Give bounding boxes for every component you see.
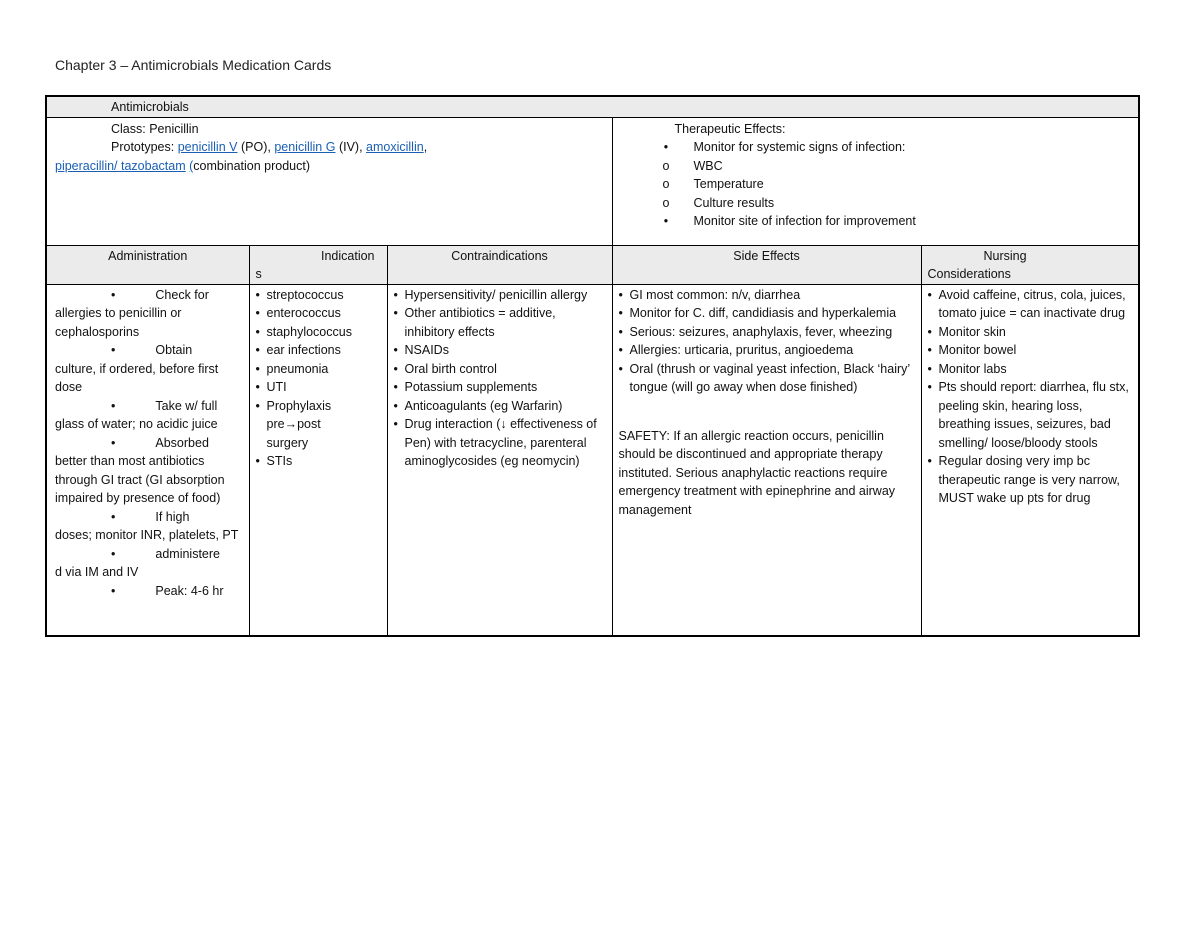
therapeutic-text: WBC [693, 158, 723, 173]
list-item: • Regular dosing very imp bc therapeutic range is very narrow, MUST wake up pts for drug [928, 452, 1133, 508]
admin-item: • administere d via IM and IV [55, 546, 221, 579]
link-piperacillin-tazobactam[interactable]: piperacillin/ tazobactam [55, 158, 186, 173]
contraindications-cell [387, 284, 612, 636]
therapeutic-item [639, 212, 1133, 231]
list-item: • Other antibiotics = additive, inhibitory effects [394, 304, 606, 341]
class-prototypes-cell [46, 117, 612, 245]
page-title: Chapter 3 – Antimicrobials Medication Cards [55, 57, 332, 73]
list-item: • Serious: seizures, anaphylaxis, fever, wheezing [619, 323, 915, 342]
list-item: • Drug interaction (↓ effectiveness of Pen) with tetracycline, parenteral aminoglycosides (eg neomycin) [394, 415, 606, 471]
contraindications-list [394, 286, 606, 471]
list-item: • Monitor skin [928, 323, 1133, 342]
therapeutic-title: Therapeutic Effects: [674, 121, 786, 136]
admin-item: • Obtain culture, if ordered, before first dose [55, 343, 219, 394]
col-header-side-effects: Side Effects [612, 245, 921, 284]
admin-item: • Take w/ full glass of water; no acidic juice [55, 398, 218, 431]
bullet-marker: • [663, 214, 669, 228]
prototypes-line-2 [55, 157, 606, 176]
combination-note: combination product) [193, 158, 311, 173]
therapeutic-effects-cell [612, 117, 1139, 245]
list-item: • ear infections [256, 341, 381, 360]
link-penicillin-v[interactable]: penicillin V [177, 140, 238, 154]
bullet-marker: • [663, 140, 669, 154]
prototypes-label: Prototypes: [111, 140, 175, 154]
list-item: • GI most common: n/v, diarrhea [619, 286, 915, 305]
col-header-indications [249, 245, 387, 284]
route-iv: (IV), [338, 140, 363, 154]
route-po: (PO), [240, 140, 271, 154]
nursing-list [928, 286, 1133, 508]
list-item: • Pts should report: diarrhea, flu stx, peeling skin, hearing loss, breathing issues, seizures, bad smelling/ loose/bloody stools [928, 378, 1133, 452]
list-item: • Allergies: urticaria, pruritus, angioedema [619, 341, 915, 360]
safety-note: SAFETY: If an allergic reaction occurs, penicillin should be discontinued and appropriate therapy instituted. Serious anaphylactic reactions require emergency treatment with epinephrine and airway management [618, 428, 896, 517]
indications-header-line2: s [255, 267, 262, 281]
nursing-header-line2: Considerations [927, 267, 1011, 281]
list-item: • Potassium supplements [394, 378, 606, 397]
list-item: • UTI [256, 378, 381, 397]
drug-class: Class: Penicillin [111, 121, 199, 136]
list-item: • Avoid caffeine, citrus, cola, juices, tomato juice = can inactivate drug [928, 286, 1133, 323]
amox-separator: , [423, 140, 428, 154]
circle-marker: o [662, 195, 670, 210]
administration-cell [46, 284, 249, 636]
therapeutic-item [639, 175, 1133, 194]
indications-list [256, 286, 381, 471]
list-item: • Oral (thrush or vaginal yeast infection, Black ‘hairy’ tongue (will go away when dose finished) [619, 360, 915, 397]
therapeutic-item [639, 138, 1133, 157]
list-item: • STIs [256, 452, 381, 471]
indications-cell [249, 284, 387, 636]
link-amoxicillin[interactable]: amoxicillin [366, 140, 424, 154]
indications-header-line1: Indication [320, 248, 375, 263]
side-effects-cell [612, 284, 921, 636]
link-penicillin-g[interactable]: penicillin G [274, 140, 336, 154]
prototypes-line [55, 138, 606, 157]
side-effects-list [619, 286, 915, 397]
circle-marker: o [662, 177, 670, 191]
circle-marker: o [662, 158, 670, 173]
card-header: Antimicrobials [46, 96, 1139, 117]
admin-item: • Peak: 4-6 hr [111, 583, 224, 598]
therapeutic-text: Monitor for systemic signs of infection: [693, 140, 906, 154]
list-item: • Anticoagulants (eg Warfarin) [394, 397, 606, 416]
list-item: • Hypersensitivity/ penicillin allergy [394, 286, 606, 305]
list-item: • Monitor for C. diff, candidiasis and hyperkalemia [619, 304, 915, 323]
therapeutic-text: Monitor site of infection for improvement [693, 214, 916, 228]
admin-item: • Absorbed better than most antibiotics through GI tract (GI absorption impaired by presence of food) [55, 435, 225, 505]
list-item: • Prophylaxis pre→post surgery [256, 397, 381, 453]
therapeutic-item [639, 194, 1133, 213]
list-item: • Monitor labs [928, 360, 1133, 379]
col-header-administration: Administration [46, 245, 249, 284]
nursing-cell [921, 284, 1139, 636]
list-item: • Monitor bowel [928, 341, 1133, 360]
list-item: • NSAIDs [394, 341, 606, 360]
medication-card-table [45, 95, 1140, 637]
list-item: • Oral birth control [394, 360, 606, 379]
therapeutic-item [639, 157, 1133, 176]
col-header-nursing [921, 245, 1139, 284]
link-paren[interactable]: ( [189, 158, 194, 173]
col-header-contraindications: Contraindications [387, 245, 612, 284]
list-item: • streptococcus [256, 286, 381, 305]
list-item: • pneumonia [256, 360, 381, 379]
nursing-header-line1: Nursing [983, 248, 1027, 263]
admin-item: • If high doses; monitor INR, platelets, PT [55, 509, 239, 542]
admin-item: • Check for allergies to penicillin or cephalosporins [55, 287, 209, 339]
therapeutic-text: Temperature [693, 177, 764, 191]
therapeutic-text: Culture results [693, 195, 775, 210]
list-item: • enterococcus [256, 304, 381, 323]
list-item: • staphylococcus [256, 323, 381, 342]
